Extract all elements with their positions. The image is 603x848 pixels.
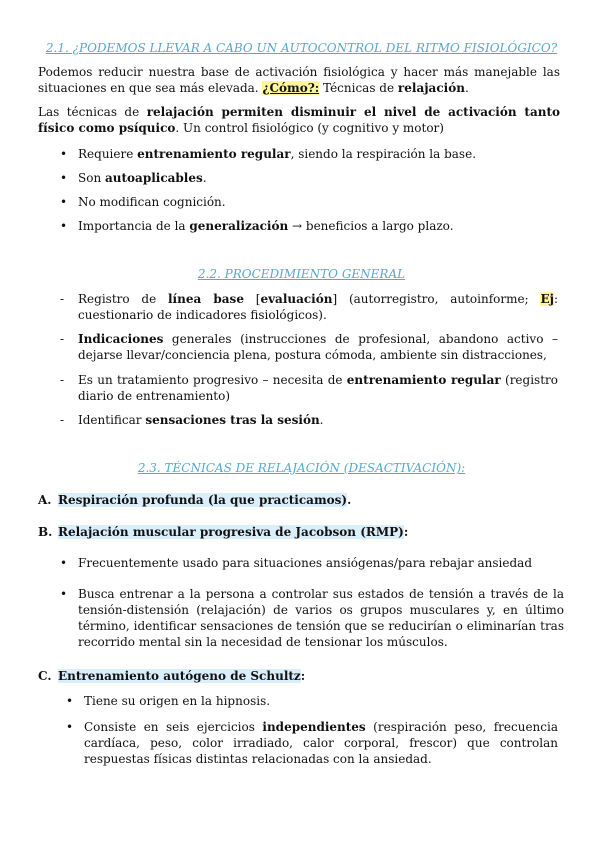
paragraph-techniques: Las técnicas de relajación permiten disminuir el nivel de activación tanto físico como psíquico. Un control fisiológico (y cognitivo y motor) [38,105,560,135]
bullet-icon: • [60,195,68,209]
section-heading-2-1: 2.1. ¿PODEMOS LLEVAR A CABO UN AUTOCONTROL DEL RITMO FISIOLÓGICO? [45,41,558,55]
section-heading-2-2: 2.2. PROCEDIMIENTO GENERAL [197,267,406,281]
dash-icon: - [60,292,65,306]
document-page: 2.1. ¿PODEMOS LLEVAR A CABO UN AUTOCONTROL DEL RITMO FISIOLÓGICO? Podemos reducir nuestra base de activación fisiológica y hacer más manejable las situaciones en que sea más elevada. ¿Cómo?: Técnicas de relajación. Las técnicas de relajación permiten disminuir el nivel de activación tanto físico como psíquico. Un control fisiológico (y cognitivo y motor) • Requiere entrenamiento regular, siendo la respiración la base. • Son autoaplicables. • No modifican cognición. • Importancia de la generalización → beneficios a largo plazo. 2.2. PROCEDIMIENTO GENERAL - Registro de línea base [evaluación] (autorregistro, autoinforme; Ej: cuestionario de indicadores fisiológicos). - Indicaciones generales (instrucciones de profesional, abandono activo – dejarse llevar/conciencia plena, postura cómoda, ambiente sin distracciones, - Es un tratamiento progresivo – necesita de entrenamiento regular (registro diario de entrenamiento) - Identificar sensaciones tras la sesión. 2.3. TÉCNICAS DE RELAJACIÓN (DESACTIVACIÓN): A. Respiración profunda (la que practicamos). B. Relajación muscular progresiva de Jacobson (RMP): • Frecuentemente usado para situaciones ansiógenas/para rebajar ansiedad • Busca entrenar a la persona a controlar sus estados de tensión a través de la tensión-distensión (relajación) de varios os grupos musculares y, en último término, identificar sensaciones de tensión que se reducirían o eliminarían tras recorrido mental sin la necesidad de tensionar los músculos. C. Entrenamiento autógeno de Schultz: • Tiene su origen en la hipnosis. • Consiste en seis ejercicios independientes (respiración peso, frecuencia cardíaca, peso, color irradiado, calor corporal, frescor) que controlan respuestas físicas distintas relacionadas con la ansiedad. [0,0,603,848]
dash-icon: - [60,373,65,387]
dash-icon: - [60,332,65,346]
bullet-icon: • [66,720,74,734]
bullet-icon: • [60,587,68,601]
dash-icon: - [60,413,65,427]
bullet-icon: • [66,694,74,708]
bullet-icon: • [60,171,68,185]
technique-a: A. Respiración profunda (la que practicamos). [38,493,352,507]
bullet-icon: • [60,219,68,233]
como-highlight: ¿Cómo?: [262,81,320,95]
paragraph-intro: Podemos reducir nuestra base de activación fisiológica y hacer más manejable las situaciones en que sea más elevada. ¿Cómo?: Técnicas de relajación. [38,65,560,95]
technique-c: C. Entrenamiento autógeno de Schultz: [38,669,306,683]
section-heading-2-3: 2.3. TÉCNICAS DE RELAJACIÓN (DESACTIVACIÓN): [137,461,466,475]
ej-highlight: Ej [540,292,554,306]
technique-b: B. Relajación muscular progresiva de Jacobson (RMP): [38,525,409,539]
bullet-icon: • [60,147,68,161]
bullet-icon: • [60,556,68,570]
